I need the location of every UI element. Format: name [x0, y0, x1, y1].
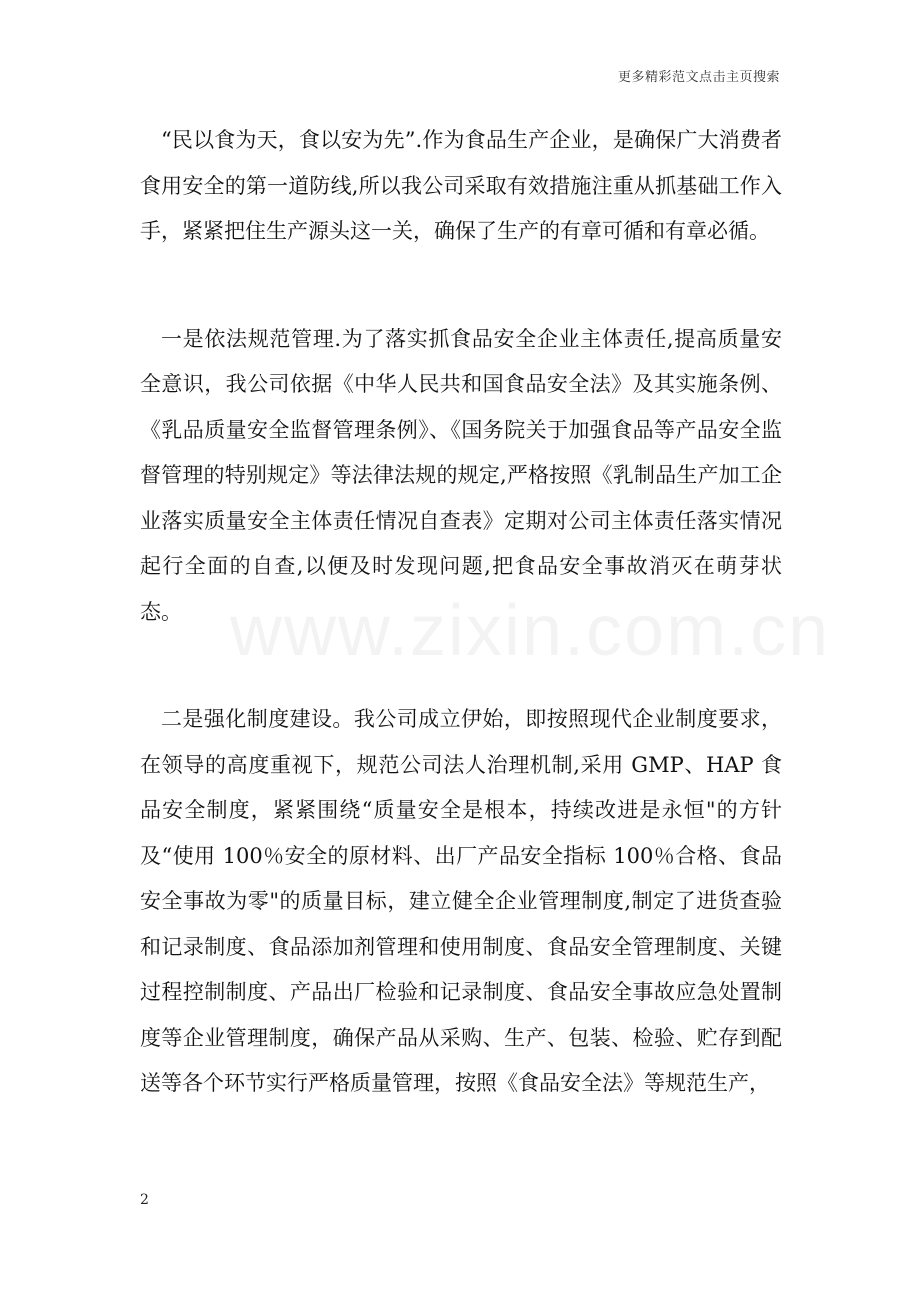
paragraph-legal-management: 一是依法规范管理.为了落实抓食品安全企业主体责任,提高质量安全意识，我公司依据《中华人民共和国食品安全法》及其实施条例、《乳品质量安全监督管理条例》、《国务院关于加强食品等产品安全监督管理的特别规定》等法律法规的规定,严格按照《乳制品生产加工企业落实质量安全主体责任情况自查表》定期对公司主体责任落实情况起行全面的自查,以便及时发现问题,把食品安全事故消灭在萌芽状态。 — [140, 326, 782, 624]
paragraph-gap — [140, 255, 782, 317]
paragraph-intro: “民以食为天，食以安为先”.作为食品生产企业，是确保广大消费者食用安全的第一道防线,所以我公司采取有效措施注重从抓基础工作入手，紧紧把住生产源头这一关，确保了生产的有章可循和有章必循。 — [140, 128, 782, 243]
paragraph-system-building: 二是强化制度建设。我公司成立伊始，即按照现代企业制度要求，在领导的高度重视下，规范公司法人治理机制,采用 GMP、HAP 食品安全制度，紧紧围绕“质量安全是根本，持续改进是永恒"的方针及“使用 100％安全的原材料、出厂产品安全指标 100％合格、食品安全事故为零"的质量目标，建立健全企业管理制度,制定了进货查验和记录制度、食品添加剂管理和使用制度、食品安全管理制度、关键过程控制制度、产品出厂检验和记录制度、食品安全事故应急处置制度等企业管理制度，确保产品从采购、生产、包装、检验、贮存到配送等各个环节实行严格质量管理，按照《食品安全法》等规范生产， — [140, 707, 782, 1095]
page-number: 2 — [140, 1192, 149, 1208]
header-note: 更多精彩范文点击主页搜索 — [617, 70, 780, 85]
paragraph-gap — [140, 635, 782, 697]
document-body — [140, 118, 782, 1107]
